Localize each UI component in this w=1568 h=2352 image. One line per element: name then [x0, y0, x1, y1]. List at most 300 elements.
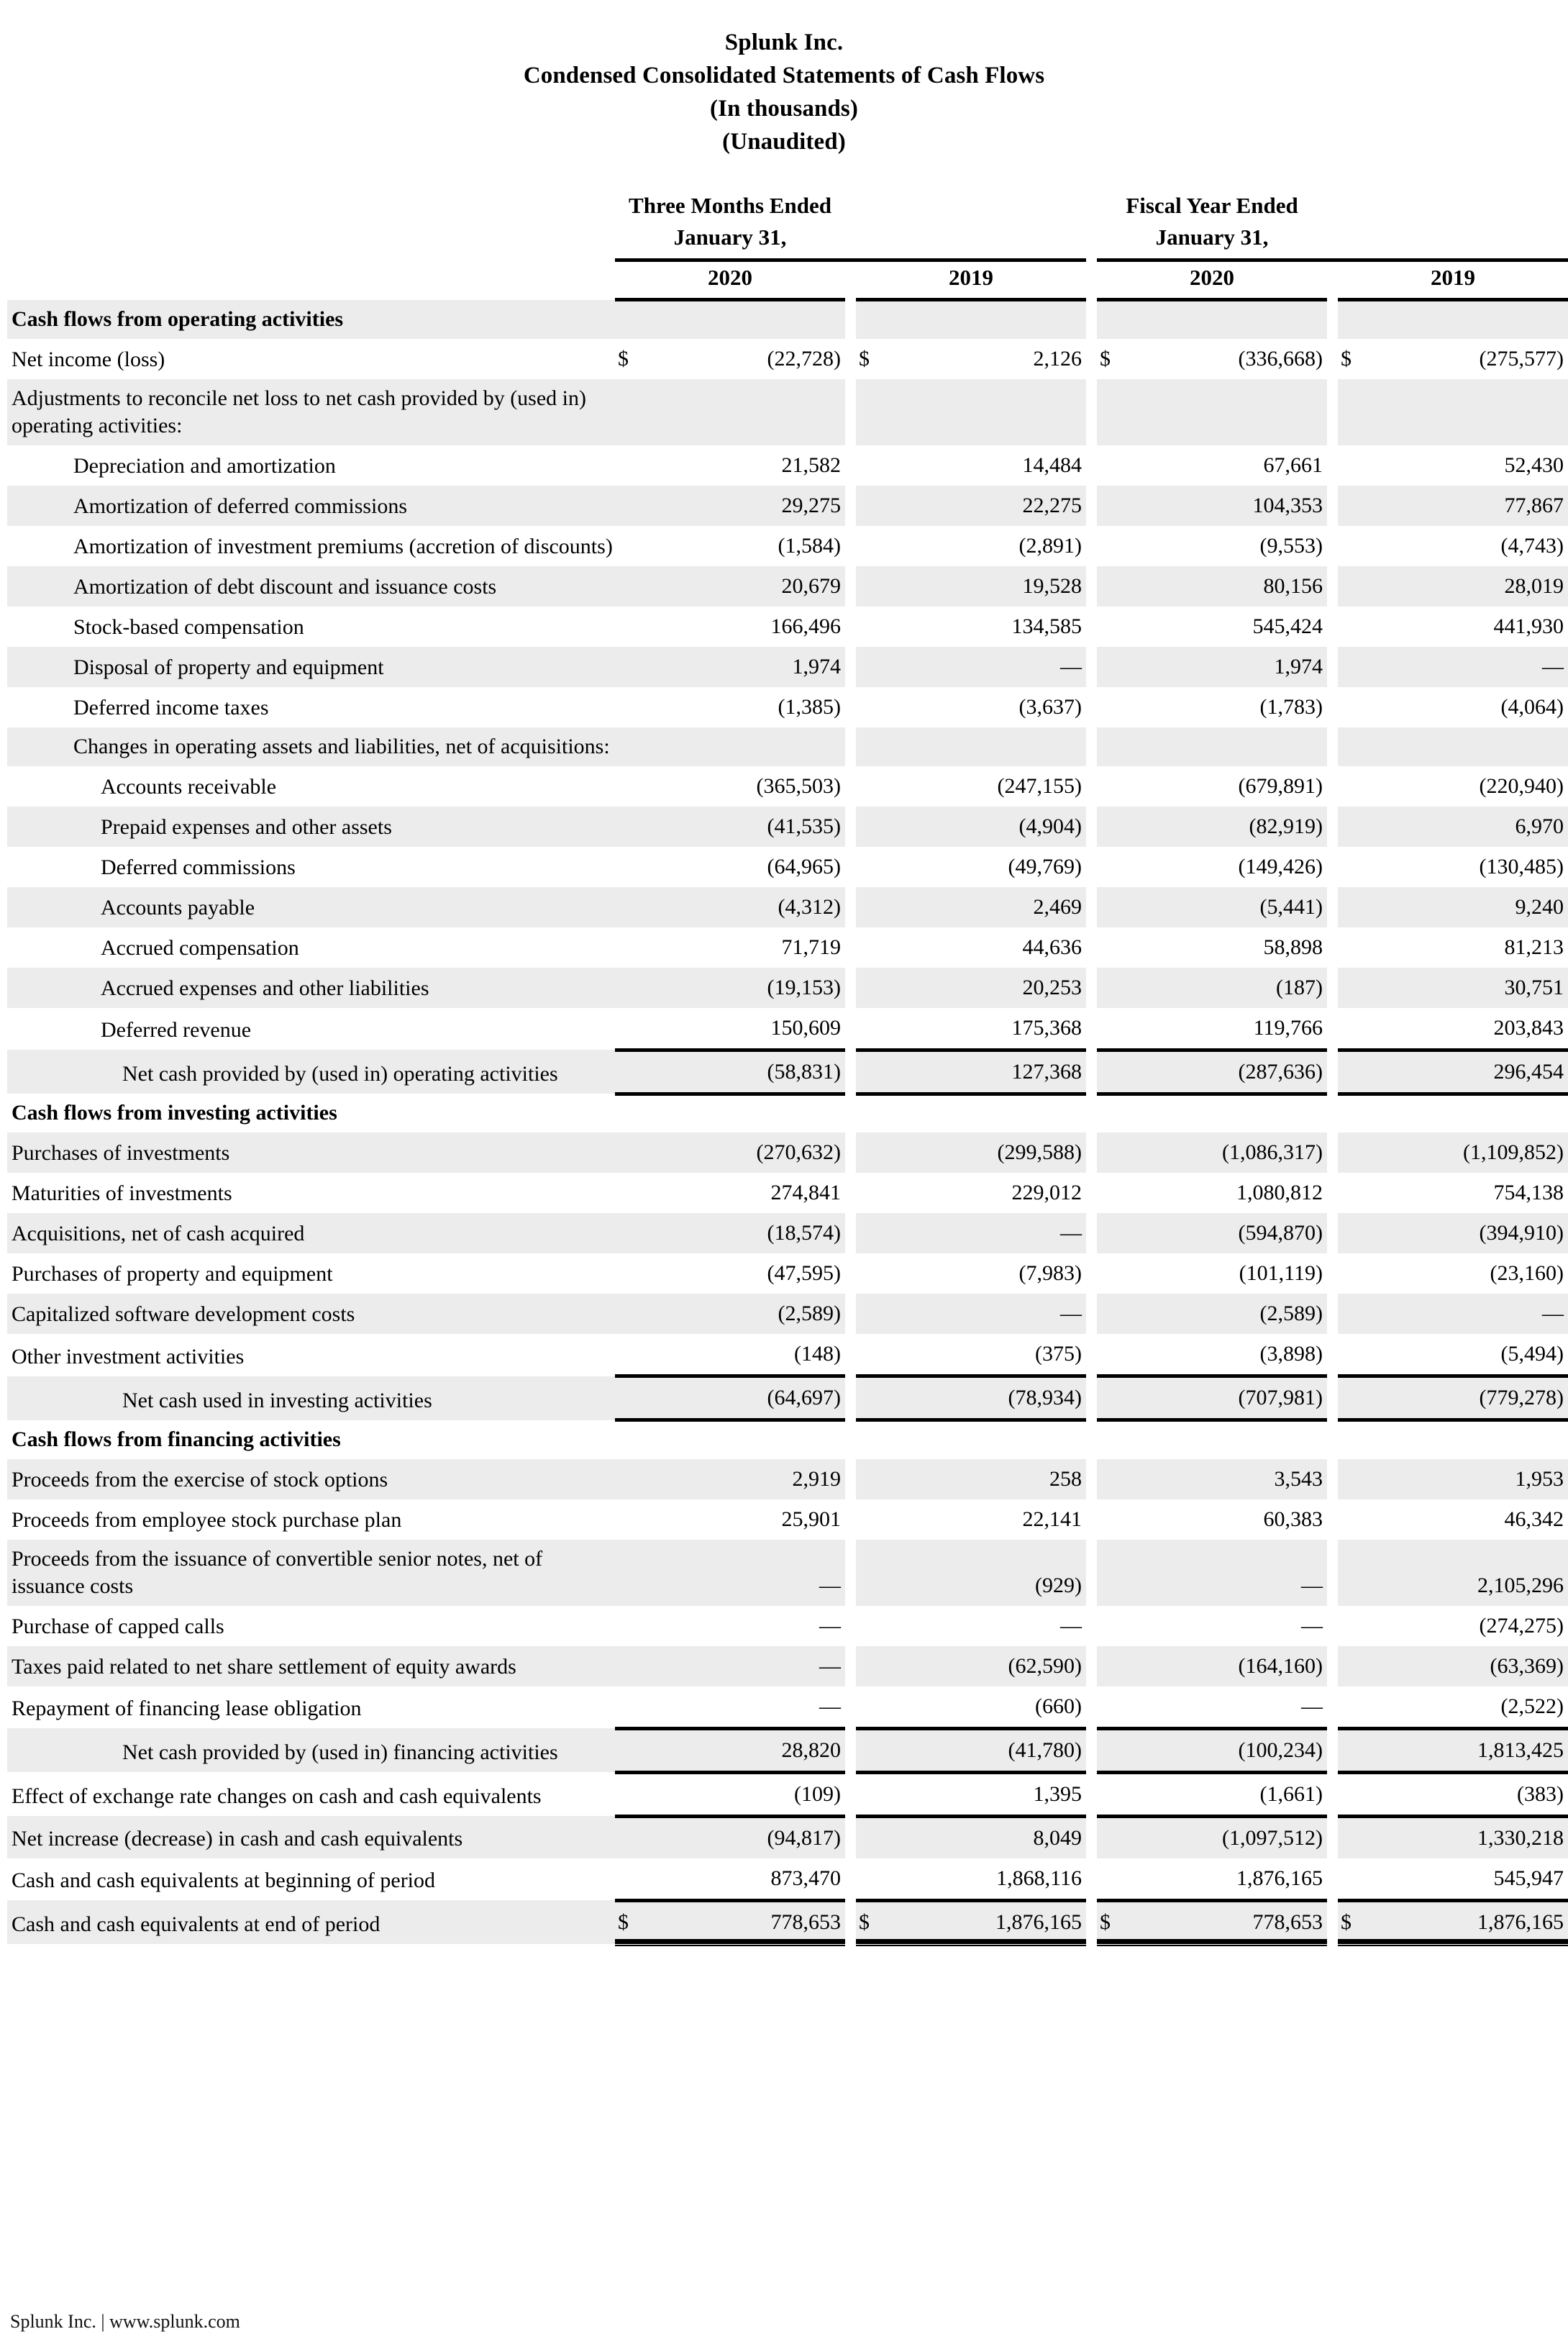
value-proceeds-convertible-notes-col0: —: [647, 1540, 845, 1606]
value-purchase-capped-calls-col2: —: [1129, 1606, 1327, 1646]
currency-symbol-adjustments-header-1: [856, 379, 888, 445]
value-other-investment-activities-col0: (148): [647, 1334, 845, 1376]
value-prepaid-expenses-col0: (41,535): [647, 807, 845, 847]
table-row: [7, 1728, 1568, 1772]
column-gap: [845, 1858, 856, 1901]
currency-symbol-net-cash-operating-2: [1097, 1050, 1129, 1094]
value-deferred-income-taxes-col3: (4,064): [1369, 687, 1568, 727]
currency-symbol-proceeds-convertible-notes-3: [1338, 1540, 1369, 1606]
currency-symbol-capitalized-software-0: [615, 1294, 647, 1334]
column-gap: [845, 687, 856, 727]
column-gap: [845, 1772, 856, 1816]
column-gap: [1327, 445, 1338, 486]
column-gap: [1327, 927, 1338, 968]
row-label-net-income-loss: Net income (loss): [7, 339, 615, 379]
currency-symbol-amortization-debt-discount-3: [1338, 566, 1369, 607]
table-row: [7, 566, 1568, 607]
column-gap: [1086, 1499, 1097, 1540]
table-row: [7, 727, 1568, 766]
currency-symbol-amortization-deferred-commissions-0: [615, 486, 647, 526]
column-gap: [1086, 727, 1097, 766]
table-row: [7, 1816, 1568, 1858]
column-gap: [1086, 1728, 1097, 1772]
column-gap: [1086, 687, 1097, 727]
table-row: [7, 1050, 1568, 1094]
currency-symbol-changes-operating-assets-header-3: [1338, 727, 1369, 766]
value-accrued-expenses-col0: (19,153): [647, 968, 845, 1008]
value-purchases-investments-col3: (1,109,852): [1369, 1132, 1568, 1173]
row-label-purchases-investments: Purchases of investments: [7, 1132, 615, 1173]
value-taxes-paid-net-share-col0: —: [647, 1646, 845, 1686]
column-gap: [1086, 300, 1097, 339]
value-operating-header-col3: [1369, 300, 1568, 339]
column-gap: [1327, 526, 1338, 566]
currency-symbol-net-increase-decrease-cash-2: [1097, 1816, 1129, 1858]
column-gap: [1327, 1132, 1338, 1173]
column-gap: [845, 1728, 856, 1772]
currency-symbol-prepaid-expenses-3: [1338, 807, 1369, 847]
value-purchases-investments-col0: (270,632): [647, 1132, 845, 1173]
page-footer: Splunk Inc. | www.splunk.com: [10, 2311, 240, 2332]
row-label-amortization-debt-discount: Amortization of debt discount and issuance costs: [7, 566, 615, 607]
value-net-cash-financing-col1: (41,780): [888, 1728, 1086, 1772]
currency-symbol-changes-operating-assets-header-2: [1097, 727, 1129, 766]
value-maturities-investments-col3: 754,138: [1369, 1173, 1568, 1213]
currency-symbol-repayment-financing-lease-0: [615, 1686, 647, 1729]
row-label-proceeds-stock-options: Proceeds from the exercise of stock options: [7, 1459, 615, 1499]
column-gap: [845, 1294, 856, 1334]
currency-symbol-investing-header-0: [615, 1094, 647, 1132]
column-gap: [1327, 1173, 1338, 1213]
currency-symbol-amortization-deferred-commissions-2: [1097, 486, 1129, 526]
currency-symbol-depreciation-amortization-1: [856, 445, 888, 486]
column-gap: [845, 300, 856, 339]
value-deferred-revenue-col3: 203,843: [1369, 1008, 1568, 1050]
currency-symbol-accrued-expenses-1: [856, 968, 888, 1008]
row-label-taxes-paid-net-share: Taxes paid related to net share settlement of equity awards: [7, 1646, 615, 1686]
currency-symbol-net-income-loss-3: $: [1338, 339, 1369, 379]
value-proceeds-stock-options-col0: 2,919: [647, 1459, 845, 1499]
currency-symbol-deferred-commissions-3: [1338, 847, 1369, 887]
currency-symbol-cash-beginning-period-3: [1338, 1858, 1369, 1901]
currency-symbol-net-increase-decrease-cash-1: [856, 1816, 888, 1858]
value-proceeds-convertible-notes-col2: —: [1129, 1540, 1327, 1606]
value-accrued-compensation-col2: 58,898: [1129, 927, 1327, 968]
currency-symbol-accounts-receivable-1: [856, 766, 888, 807]
column-gap: [1086, 887, 1097, 927]
currency-symbol-accrued-expenses-0: [615, 968, 647, 1008]
value-adjustments-header-col1: [888, 379, 1086, 445]
value-net-increase-decrease-cash-col3: 1,330,218: [1369, 1816, 1568, 1858]
currency-symbol-purchases-property-equipment-0: [615, 1253, 647, 1294]
value-deferred-revenue-col2: 119,766: [1129, 1008, 1327, 1050]
row-label-effect-exchange-rate: Effect of exchange rate changes on cash and cash equivalents: [7, 1772, 615, 1816]
header-year-fy-2020: 2020: [1190, 264, 1235, 290]
column-gap: [845, 847, 856, 887]
row-label-adjustments-header: Adjustments to reconcile net loss to net cash provided by (used in) operating activities:: [7, 379, 615, 445]
column-gap: [1327, 1376, 1338, 1420]
value-net-cash-investing-col0: (64,697): [647, 1376, 845, 1420]
currency-symbol-accrued-compensation-2: [1097, 927, 1129, 968]
currency-symbol-disposal-property-equipment-0: [615, 647, 647, 687]
value-accounts-receivable-col2: (679,891): [1129, 766, 1327, 807]
currency-symbol-net-income-loss-2: $: [1097, 339, 1129, 379]
value-accounts-receivable-col0: (365,503): [647, 766, 845, 807]
row-label-accounts-receivable: Accounts receivable: [7, 766, 615, 807]
column-gap: [1086, 339, 1097, 379]
header-year-row: [7, 260, 1568, 296]
column-gap: [1327, 807, 1338, 847]
currency-symbol-proceeds-espp-2: [1097, 1499, 1129, 1540]
currency-symbol-proceeds-convertible-notes-2: [1097, 1540, 1129, 1606]
currency-symbol-deferred-income-taxes-1: [856, 687, 888, 727]
row-label-net-cash-investing: Net cash used in investing activities: [7, 1376, 615, 1420]
currency-symbol-proceeds-stock-options-1: [856, 1459, 888, 1499]
column-gap: [1086, 847, 1097, 887]
table-row: [7, 1253, 1568, 1294]
row-label-changes-operating-assets-header: Changes in operating assets and liabilities, net of acquisitions:: [7, 727, 615, 766]
row-label-depreciation-amortization: Depreciation and amortization: [7, 445, 615, 486]
currency-symbol-cash-end-period-2: $: [1097, 1900, 1129, 1944]
currency-symbol-stock-based-compensation-0: [615, 607, 647, 647]
value-purchases-property-equipment-col1: (7,983): [888, 1253, 1086, 1294]
value-purchases-property-equipment-col0: (47,595): [647, 1253, 845, 1294]
currency-symbol-stock-based-compensation-1: [856, 607, 888, 647]
currency-symbol-accrued-expenses-3: [1338, 968, 1369, 1008]
table-row: [7, 1900, 1568, 1944]
column-gap: [1086, 1606, 1097, 1646]
currency-symbol-investing-header-1: [856, 1094, 888, 1132]
cash-flow-table: [7, 190, 1568, 1946]
currency-symbol-accounts-receivable-2: [1097, 766, 1129, 807]
currency-symbol-deferred-commissions-2: [1097, 847, 1129, 887]
table-row: [7, 486, 1568, 526]
value-amortization-deferred-commissions-col0: 29,275: [647, 486, 845, 526]
currency-symbol-amortization-deferred-commissions-1: [856, 486, 888, 526]
value-repayment-financing-lease-col3: (2,522): [1369, 1686, 1568, 1729]
value-amortization-investment-premiums-col2: (9,553): [1129, 526, 1327, 566]
column-gap: [1086, 607, 1097, 647]
currency-symbol-deferred-revenue-3: [1338, 1008, 1369, 1050]
currency-symbol-deferred-revenue-2: [1097, 1008, 1129, 1050]
currency-symbol-deferred-income-taxes-2: [1097, 687, 1129, 727]
column-gap: [1327, 1686, 1338, 1729]
currency-symbol-net-cash-operating-1: [856, 1050, 888, 1094]
row-label-net-cash-financing: Net cash provided by (used in) financing activities: [7, 1728, 615, 1772]
value-net-cash-financing-col0: 28,820: [647, 1728, 845, 1772]
value-amortization-investment-premiums-col0: (1,584): [647, 526, 845, 566]
table-row: [7, 1173, 1568, 1213]
column-gap: [845, 1334, 856, 1376]
currency-symbol-effect-exchange-rate-3: [1338, 1772, 1369, 1816]
currency-symbol-net-increase-decrease-cash-3: [1338, 1816, 1369, 1858]
currency-symbol-proceeds-stock-options-2: [1097, 1459, 1129, 1499]
value-proceeds-convertible-notes-col3: 2,105,296: [1369, 1540, 1568, 1606]
currency-symbol-investing-header-3: [1338, 1094, 1369, 1132]
currency-symbol-deferred-revenue-1: [856, 1008, 888, 1050]
table-row: [7, 927, 1568, 968]
column-gap: [1086, 1772, 1097, 1816]
column-gap: [845, 1420, 856, 1459]
currency-symbol-purchases-property-equipment-2: [1097, 1253, 1129, 1294]
value-accounts-receivable-col1: (247,155): [888, 766, 1086, 807]
row-label-net-cash-operating: Net cash provided by (used in) operating activities: [7, 1050, 615, 1094]
row-label-accrued-compensation: Accrued compensation: [7, 927, 615, 968]
table-row: [7, 1376, 1568, 1420]
column-gap: [1327, 486, 1338, 526]
column-gap: [1327, 1606, 1338, 1646]
value-investing-header-col2: [1129, 1094, 1327, 1132]
column-gap: [1086, 647, 1097, 687]
currency-symbol-disposal-property-equipment-1: [856, 647, 888, 687]
currency-symbol-adjustments-header-2: [1097, 379, 1129, 445]
column-gap: [1327, 300, 1338, 339]
row-label-other-investment-activities: Other investment activities: [7, 1334, 615, 1376]
currency-symbol-adjustments-header-0: [615, 379, 647, 445]
currency-symbol-taxes-paid-net-share-0: [615, 1646, 647, 1686]
table-row: [7, 1334, 1568, 1376]
column-gap: [845, 1606, 856, 1646]
currency-symbol-changes-operating-assets-header-0: [615, 727, 647, 766]
value-amortization-deferred-commissions-col3: 77,867: [1369, 486, 1568, 526]
column-gap: [1086, 1376, 1097, 1420]
value-adjustments-header-col2: [1129, 379, 1327, 445]
currency-symbol-net-cash-investing-2: [1097, 1376, 1129, 1420]
currency-symbol-proceeds-convertible-notes-0: [615, 1540, 647, 1606]
currency-symbol-capitalized-software-3: [1338, 1294, 1369, 1334]
currency-symbol-acquisitions-net-cash-3: [1338, 1213, 1369, 1253]
column-gap: [845, 339, 856, 379]
table-row: [7, 1213, 1568, 1253]
currency-symbol-deferred-commissions-1: [856, 847, 888, 887]
value-other-investment-activities-col3: (5,494): [1369, 1334, 1568, 1376]
value-taxes-paid-net-share-col1: (62,590): [888, 1646, 1086, 1686]
currency-symbol-accrued-compensation-3: [1338, 927, 1369, 968]
table-row: [7, 1094, 1568, 1132]
currency-symbol-disposal-property-equipment-2: [1097, 647, 1129, 687]
value-accounts-payable-col1: 2,469: [888, 887, 1086, 927]
value-operating-header-col1: [888, 300, 1086, 339]
currency-symbol-net-income-loss-1: $: [856, 339, 888, 379]
currency-symbol-prepaid-expenses-1: [856, 807, 888, 847]
value-deferred-commissions-col2: (149,426): [1129, 847, 1327, 887]
company-name: Splunk Inc.: [724, 29, 844, 55]
table-row: [7, 1772, 1568, 1816]
column-gap: [1086, 1816, 1097, 1858]
row-label-acquisitions-net-cash: Acquisitions, net of cash acquired: [7, 1213, 615, 1253]
currency-symbol-other-investment-activities-1: [856, 1334, 888, 1376]
currency-symbol-stock-based-compensation-2: [1097, 607, 1129, 647]
value-deferred-revenue-col1: 175,368: [888, 1008, 1086, 1050]
currency-symbol-accounts-payable-2: [1097, 887, 1129, 927]
value-prepaid-expenses-col1: (4,904): [888, 807, 1086, 847]
column-gap: [1327, 1094, 1338, 1132]
column-gap: [1086, 927, 1097, 968]
currency-symbol-disposal-property-equipment-3: [1338, 647, 1369, 687]
currency-symbol-operating-header-2: [1097, 300, 1129, 339]
header-year-q-2019: 2019: [949, 264, 994, 290]
column-gap: [845, 566, 856, 607]
units-note: (In thousands): [710, 96, 858, 122]
value-amortization-investment-premiums-col1: (2,891): [888, 526, 1086, 566]
currency-symbol-repayment-financing-lease-3: [1338, 1686, 1369, 1729]
column-gap: [1327, 1253, 1338, 1294]
value-purchase-capped-calls-col0: —: [647, 1606, 845, 1646]
column-gap: [845, 1646, 856, 1686]
value-investing-header-col1: [888, 1094, 1086, 1132]
value-taxes-paid-net-share-col2: (164,160): [1129, 1646, 1327, 1686]
currency-symbol-acquisitions-net-cash-2: [1097, 1213, 1129, 1253]
currency-symbol-other-investment-activities-3: [1338, 1334, 1369, 1376]
value-amortization-debt-discount-col0: 20,679: [647, 566, 845, 607]
currency-symbol-amortization-debt-discount-1: [856, 566, 888, 607]
table-row: [7, 445, 1568, 486]
row-label-amortization-investment-premiums: Amortization of investment premiums (accretion of discounts): [7, 526, 615, 566]
currency-symbol-proceeds-stock-options-0: [615, 1459, 647, 1499]
column-gap: [1327, 1646, 1338, 1686]
value-cash-end-period-col0: 778,653: [647, 1900, 845, 1944]
row-label-accrued-expenses: Accrued expenses and other liabilities: [7, 968, 615, 1008]
value-net-cash-financing-col2: (100,234): [1129, 1728, 1327, 1772]
column-gap: [845, 486, 856, 526]
header-group-annual-2: [1338, 190, 1568, 255]
column-gap: [1086, 566, 1097, 607]
currency-symbol-purchase-capped-calls-0: [615, 1606, 647, 1646]
currency-symbol-acquisitions-net-cash-0: [615, 1213, 647, 1253]
row-label-proceeds-convertible-notes: Proceeds from the issuance of convertible senior notes, net of issuance costs: [7, 1540, 615, 1606]
column-gap: [1327, 339, 1338, 379]
currency-symbol-effect-exchange-rate-0: [615, 1772, 647, 1816]
value-repayment-financing-lease-col0: —: [647, 1686, 845, 1729]
value-cash-beginning-period-col3: 545,947: [1369, 1858, 1568, 1901]
column-gap: [1327, 847, 1338, 887]
column-gap: [845, 1540, 856, 1606]
table-row: [7, 1858, 1568, 1901]
value-financing-header-col1: [888, 1420, 1086, 1459]
value-acquisitions-net-cash-col0: (18,574): [647, 1213, 845, 1253]
table-body: [7, 300, 1568, 1945]
header-group-quarter: Three Months Ended January 31,: [629, 193, 831, 250]
table-row: [7, 887, 1568, 927]
currency-symbol-purchases-investments-0: [615, 1132, 647, 1173]
value-financing-header-col3: [1369, 1420, 1568, 1459]
column-gap: [1327, 1050, 1338, 1094]
currency-symbol-investing-header-2: [1097, 1094, 1129, 1132]
currency-symbol-other-investment-activities-0: [615, 1334, 647, 1376]
value-deferred-commissions-col0: (64,965): [647, 847, 845, 887]
value-accounts-payable-col2: (5,441): [1129, 887, 1327, 927]
value-proceeds-espp-col2: 60,383: [1129, 1499, 1327, 1540]
table-row: [7, 607, 1568, 647]
value-depreciation-amortization-col0: 21,582: [647, 445, 845, 486]
audit-status-note: (Unaudited): [722, 129, 846, 155]
value-proceeds-espp-col3: 46,342: [1369, 1499, 1568, 1540]
currency-symbol-purchases-investments-3: [1338, 1132, 1369, 1173]
value-effect-exchange-rate-col2: (1,661): [1129, 1772, 1327, 1816]
currency-symbol-amortization-debt-discount-2: [1097, 566, 1129, 607]
value-acquisitions-net-cash-col2: (594,870): [1129, 1213, 1327, 1253]
currency-symbol-accounts-payable-1: [856, 887, 888, 927]
column-gap: [845, 379, 856, 445]
currency-symbol-maturities-investments-1: [856, 1173, 888, 1213]
table-row: [7, 968, 1568, 1008]
column-gap: [845, 1132, 856, 1173]
column-gap: [1086, 1173, 1097, 1213]
value-net-increase-decrease-cash-col0: (94,817): [647, 1816, 845, 1858]
column-gap: [1086, 1686, 1097, 1729]
column-gap: [1086, 1459, 1097, 1499]
currency-symbol-deferred-revenue-0: [615, 1008, 647, 1050]
value-amortization-debt-discount-col3: 28,019: [1369, 566, 1568, 607]
column-gap: [845, 1900, 856, 1944]
column-gap: [1327, 1540, 1338, 1606]
value-deferred-revenue-col0: 150,609: [647, 1008, 845, 1050]
row-label-capitalized-software: Capitalized software development costs: [7, 1294, 615, 1334]
column-gap: [1327, 687, 1338, 727]
value-effect-exchange-rate-col3: (383): [1369, 1772, 1568, 1816]
currency-symbol-operating-header-1: [856, 300, 888, 339]
value-acquisitions-net-cash-col3: (394,910): [1369, 1213, 1568, 1253]
column-gap: [1086, 1858, 1097, 1901]
row-label-operating-header: Cash flows from operating activities: [7, 300, 615, 339]
row-label-cash-end-period: Cash and cash equivalents at end of period: [7, 1900, 615, 1944]
value-accounts-payable-col3: 9,240: [1369, 887, 1568, 927]
table-row: [7, 300, 1568, 339]
column-gap: [1086, 1420, 1097, 1459]
value-financing-header-col0: [647, 1420, 845, 1459]
column-gap: [845, 927, 856, 968]
column-gap: [1086, 379, 1097, 445]
currency-symbol-financing-header-2: [1097, 1420, 1129, 1459]
row-label-stock-based-compensation: Stock-based compensation: [7, 607, 615, 647]
currency-symbol-operating-header-3: [1338, 300, 1369, 339]
currency-symbol-net-cash-operating-0: [615, 1050, 647, 1094]
row-label-proceeds-espp: Proceeds from employee stock purchase plan: [7, 1499, 615, 1540]
currency-symbol-net-cash-financing-2: [1097, 1728, 1129, 1772]
currency-symbol-stock-based-compensation-3: [1338, 607, 1369, 647]
value-effect-exchange-rate-col0: (109): [647, 1772, 845, 1816]
value-amortization-debt-discount-col1: 19,528: [888, 566, 1086, 607]
column-gap: [1327, 1499, 1338, 1540]
value-maturities-investments-col1: 229,012: [888, 1173, 1086, 1213]
value-adjustments-header-col0: [647, 379, 845, 445]
table-row: [7, 1686, 1568, 1729]
table-row: [7, 766, 1568, 807]
currency-symbol-repayment-financing-lease-2: [1097, 1686, 1129, 1729]
value-net-cash-investing-col2: (707,981): [1129, 1376, 1327, 1420]
currency-symbol-net-cash-financing-0: [615, 1728, 647, 1772]
table-header: [7, 190, 1568, 300]
column-gap: [1086, 1050, 1097, 1094]
row-label-amortization-deferred-commissions: Amortization of deferred commissions: [7, 486, 615, 526]
currency-symbol-net-cash-investing-3: [1338, 1376, 1369, 1420]
currency-symbol-operating-header-0: [615, 300, 647, 339]
value-deferred-commissions-col1: (49,769): [888, 847, 1086, 887]
column-gap: [845, 1816, 856, 1858]
currency-symbol-net-cash-investing-1: [856, 1376, 888, 1420]
value-accounts-payable-col0: (4,312): [647, 887, 845, 927]
currency-symbol-deferred-commissions-0: [615, 847, 647, 887]
column-gap: [845, 1686, 856, 1729]
value-adjustments-header-col3: [1369, 379, 1568, 445]
value-stock-based-compensation-col1: 134,585: [888, 607, 1086, 647]
value-net-increase-decrease-cash-col1: 8,049: [888, 1816, 1086, 1858]
currency-symbol-prepaid-expenses-0: [615, 807, 647, 847]
currency-symbol-cash-beginning-period-2: [1097, 1858, 1129, 1901]
value-purchases-investments-col1: (299,588): [888, 1132, 1086, 1173]
column-gap: [1327, 1728, 1338, 1772]
currency-symbol-adjustments-header-3: [1338, 379, 1369, 445]
